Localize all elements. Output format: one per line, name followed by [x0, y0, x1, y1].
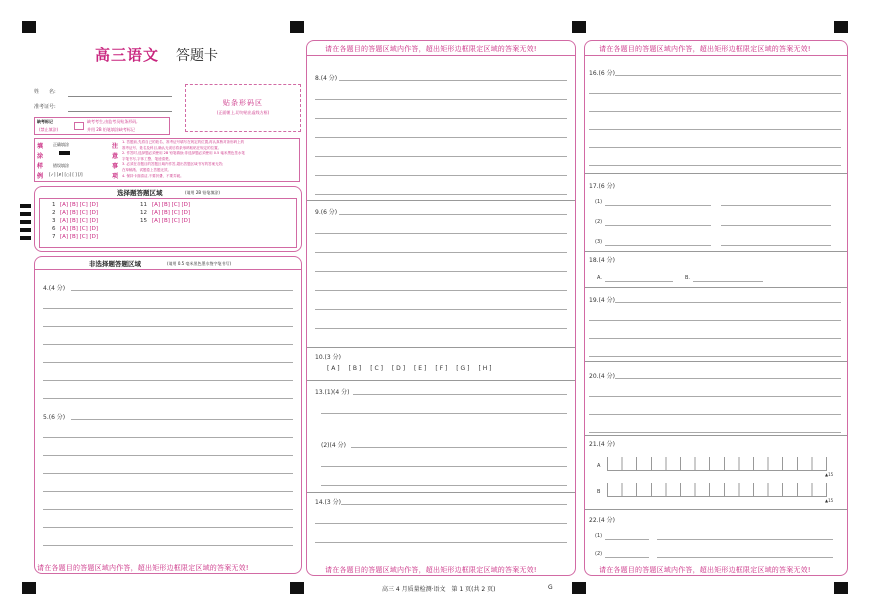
option-d[interactable]: [ D ]	[391, 365, 406, 372]
registration-mark	[572, 582, 586, 594]
answer-line[interactable]	[589, 93, 841, 94]
answer-line[interactable]	[589, 414, 841, 415]
registration-mark	[290, 21, 304, 33]
answer-line[interactable]	[321, 413, 567, 414]
answer-line[interactable]	[43, 326, 293, 327]
answer-line[interactable]	[589, 129, 841, 130]
option-f[interactable]: [ F ]	[435, 365, 448, 372]
answer-line[interactable]	[351, 447, 567, 448]
question-20-label: 20.(4 分)	[589, 373, 615, 380]
answer-line[interactable]	[315, 523, 567, 524]
notes-right-1: 注	[112, 143, 119, 150]
choice-number: 6	[52, 226, 56, 232]
fill-guide-box	[34, 138, 300, 182]
option-c[interactable]: [ C ]	[370, 365, 383, 372]
q18-b-label: B.	[685, 275, 691, 281]
note-line: 在草稿纸、试题卷上答题无效。	[122, 167, 171, 172]
answer-line[interactable]	[315, 252, 567, 253]
choice-number: 7	[52, 234, 56, 240]
answer-line[interactable]	[43, 344, 293, 345]
timing-mark	[20, 228, 31, 232]
q18-a-label: A.	[597, 275, 602, 281]
name-label: 姓 名:	[34, 89, 56, 95]
notes-right-4: 项	[112, 173, 119, 180]
answer-line[interactable]	[43, 527, 293, 528]
page-title: 高三语文	[95, 46, 160, 64]
absent-text-1: 缺考考生,由监考员贴条形码,	[87, 119, 138, 124]
notes-right-2: 意	[112, 153, 119, 160]
option-h[interactable]: [ H ]	[478, 365, 492, 372]
answer-panel-middle	[306, 40, 576, 576]
correct-fill-example	[59, 151, 70, 155]
choice-options[interactable]: [A] [B] [C] [D]	[60, 234, 99, 240]
answer-line[interactable]	[315, 328, 567, 329]
answer-line[interactable]	[71, 419, 293, 420]
question-8-label: 8.(4 分)	[315, 75, 338, 82]
footer-code: G	[548, 584, 553, 591]
answer-panel-left	[34, 256, 302, 574]
absent-text-2: 并用 2B 铅笔填涂缺考标记	[87, 127, 135, 132]
q17-item: (1)	[595, 199, 603, 205]
answer-line[interactable]	[315, 99, 567, 100]
page-footer: 高三 4 月质量检测·语文 第 1 页(共 2 页)	[382, 586, 496, 593]
divider	[585, 361, 847, 362]
choice-options[interactable]: [A] [B] [C] [D]	[60, 226, 99, 232]
nonchoice-note: (请用 0.5 毫米黑色墨水签字笔书写)	[167, 261, 232, 266]
divider	[35, 269, 301, 270]
question-9-label: 9.(6 分)	[315, 209, 338, 216]
boundary-warning: 请在各题目的答题区域内作答，超出矩形边框限定区域的答案无效!	[325, 566, 537, 574]
registration-mark	[22, 21, 36, 33]
answer-line[interactable]	[315, 118, 567, 119]
q22-item: (1)	[595, 533, 603, 539]
choice-region	[34, 186, 302, 252]
question-14-label: 14.(3 分)	[315, 499, 341, 506]
exam-no-field[interactable]	[68, 111, 172, 112]
registration-mark	[22, 582, 36, 594]
answer-line[interactable]	[43, 473, 293, 474]
divider	[585, 173, 847, 174]
answer-line[interactable]	[589, 356, 841, 357]
question-5-label: 5.(6 分)	[43, 414, 66, 421]
boundary-warning: 请在各题目的答题区域内作答，超出矩形边框限定区域的答案无效!	[599, 566, 811, 574]
registration-mark	[572, 21, 586, 33]
note-line: 1. 答题前,先将自己的姓名、准考证号填写在规定的位置,再认真核对条形码上的	[122, 140, 245, 144]
fill-guide-left-3: 样	[37, 163, 44, 170]
answer-line[interactable]	[315, 233, 567, 234]
answer-line[interactable]	[605, 557, 649, 558]
answer-line[interactable]	[353, 394, 567, 395]
answer-line[interactable]	[339, 214, 567, 215]
choice-note: (请用 2B 铅笔填涂)	[185, 190, 220, 195]
choice-number: 11	[140, 202, 147, 208]
note-line: 2. 作答时,选择题必须使用 2B 铅笔填涂;非选择题必须使用 0.5 毫米黑色签水笔	[122, 151, 245, 156]
answer-line[interactable]	[721, 225, 831, 226]
choice-title: 选择题答题区域	[117, 189, 163, 197]
answer-line[interactable]	[605, 539, 649, 540]
exam-no-label: 准考证号:	[34, 104, 56, 110]
choice-options[interactable]: [A] [B] [C] [D]	[60, 210, 99, 216]
answer-line[interactable]	[605, 205, 711, 206]
answer-line[interactable]	[615, 302, 841, 303]
divider	[585, 509, 847, 510]
divider	[585, 287, 847, 288]
answer-line[interactable]	[43, 491, 293, 492]
answer-line[interactable]	[589, 396, 841, 397]
answer-line[interactable]	[589, 432, 841, 433]
answer-line[interactable]	[693, 281, 763, 282]
answer-line[interactable]	[339, 80, 567, 81]
choice-options[interactable]: [A] [B] [C] [D]	[152, 202, 191, 208]
question-22-label: 22.(4 分)	[589, 517, 615, 524]
answer-line[interactable]	[315, 156, 567, 157]
answer-line[interactable]	[315, 309, 567, 310]
question-13-label: 13.(1)(4 分)	[315, 389, 350, 396]
answer-line[interactable]	[589, 320, 841, 321]
absent-label: 缺考标记	[37, 119, 53, 124]
q17-item: (3)	[595, 239, 603, 245]
divider	[307, 347, 575, 348]
choice-answer-box	[39, 198, 297, 248]
fill-guide-left-1: 填	[37, 143, 44, 150]
barcode-note: (正面朝上,切勿贴出虚线方框)	[216, 110, 270, 115]
q21-b-grid[interactable]	[607, 483, 827, 497]
q21-a-grid[interactable]	[607, 457, 827, 471]
note-line: 字笔书写,字体工整、笔迹清楚。	[122, 156, 173, 161]
q22-item: (2)	[595, 551, 603, 557]
choice-options[interactable]: [A] [B] [C] [D]	[152, 210, 191, 216]
divider	[585, 55, 847, 56]
divider	[585, 251, 847, 252]
name-field[interactable]	[68, 96, 172, 97]
notes-list	[122, 140, 298, 179]
answer-line[interactable]	[315, 137, 567, 138]
absent-note: (禁止填涂)	[39, 127, 59, 132]
q21-a-count: ▲15	[825, 472, 834, 477]
divider	[307, 55, 575, 56]
page-subtitle: 答题卡	[176, 48, 218, 64]
q21-b-count: ▲15	[825, 498, 834, 503]
question-13-2-label: (2)(4 分)	[321, 442, 346, 449]
choice-options[interactable]: [A] [B] [C] [D]	[60, 202, 99, 208]
answer-line[interactable]	[71, 290, 293, 291]
barcode-title: 贴条形码区	[223, 99, 263, 107]
registration-mark	[834, 582, 848, 594]
answer-line[interactable]	[615, 378, 841, 379]
question-18-label: 18.(4 分)	[589, 257, 615, 264]
fill-guide-left-2: 涂	[37, 153, 44, 160]
choice-number: 15	[140, 218, 147, 224]
answer-line[interactable]	[315, 271, 567, 272]
answer-line[interactable]	[721, 205, 831, 206]
wrong-fill-label: 错误填涂	[53, 163, 69, 168]
answer-line[interactable]	[657, 557, 833, 558]
divider	[307, 380, 575, 381]
choice-number: 2	[52, 210, 56, 216]
question-21-label: 21.(4 分)	[589, 441, 615, 448]
answer-line[interactable]	[721, 245, 831, 246]
answer-line[interactable]	[605, 281, 673, 282]
answer-line[interactable]	[315, 290, 567, 291]
divider	[307, 492, 575, 493]
note-line: 4. 保持卡面清洁,不要折叠、不要弄破。	[122, 173, 184, 178]
answer-line[interactable]	[43, 308, 293, 309]
choice-options[interactable]: [A] [B] [C] [D]	[60, 218, 99, 224]
fill-guide-left-4: 例	[37, 173, 44, 180]
timing-mark	[20, 204, 31, 208]
timing-mark	[20, 236, 31, 240]
nonchoice-title: 非选择题答题区域	[89, 260, 141, 268]
answer-line[interactable]	[605, 245, 711, 246]
question-10-label: 10.(3 分)	[315, 354, 341, 361]
q21-a-label: A	[597, 463, 601, 469]
boundary-warning: 请在各题目的答题区域内作答，超出矩形边框限定区域的答案无效!	[599, 45, 811, 53]
answer-line[interactable]	[43, 455, 293, 456]
note-line: 3. 必须在各题目的答题区域内作答,超出答题区域书写的答案无效;	[122, 162, 224, 167]
choice-number: 3	[52, 218, 56, 224]
note-line: 准考证号、姓名及科目,确认无误后将条形码粘贴在规定的位置。	[122, 145, 222, 150]
answer-line[interactable]	[589, 165, 841, 166]
boundary-warning: 请在各题目的答题区域内作答，超出矩形边框限定区域的答案无效!	[325, 45, 537, 53]
choice-options[interactable]: [A] [B] [C] [D]	[152, 218, 191, 224]
answer-line[interactable]	[43, 545, 293, 546]
divider	[307, 200, 575, 201]
answer-line[interactable]	[315, 175, 567, 176]
option-e[interactable]: [ E ]	[414, 365, 427, 372]
notes-right-3: 事	[112, 163, 119, 170]
question-19-label: 19.(4 分)	[589, 297, 615, 304]
answer-line[interactable]	[43, 362, 293, 363]
divider	[585, 435, 847, 436]
registration-mark	[834, 21, 848, 33]
question-10-options	[327, 365, 491, 372]
choice-number: 1	[52, 202, 56, 208]
option-a[interactable]: [ A ]	[327, 365, 340, 372]
answer-panel-right	[584, 40, 848, 576]
answer-line[interactable]	[43, 437, 293, 438]
registration-mark	[290, 582, 304, 594]
answer-line[interactable]	[341, 504, 567, 505]
answer-line[interactable]	[605, 225, 711, 226]
wrong-fill-examples: [✓] [✗] [○] [ ] [/]	[49, 172, 83, 177]
answer-line[interactable]	[315, 194, 567, 195]
answer-line[interactable]	[321, 466, 567, 467]
answer-line[interactable]	[657, 539, 833, 540]
answer-line[interactable]	[43, 398, 293, 399]
answer-line[interactable]	[321, 485, 567, 486]
question-4-label: 4.(4 分)	[43, 285, 66, 292]
barcode-area	[185, 84, 301, 132]
boundary-warning: 请在各题目的答题区域内作答，超出矩形边框限定区域的答案无效!	[37, 564, 249, 572]
question-17-label: 17.(6 分)	[589, 183, 615, 190]
absent-checkbox[interactable]	[74, 122, 84, 130]
option-g[interactable]: [ G ]	[456, 365, 470, 372]
q21-b-label: B	[597, 489, 601, 495]
answer-line[interactable]	[589, 111, 841, 112]
answer-line[interactable]	[315, 542, 567, 543]
answer-line[interactable]	[589, 338, 841, 339]
option-b[interactable]: [ B ]	[348, 365, 362, 372]
timing-mark	[20, 212, 31, 216]
choice-number: 12	[140, 210, 147, 216]
answer-line[interactable]	[615, 75, 841, 76]
absent-box	[34, 117, 170, 135]
answer-line[interactable]	[43, 380, 293, 381]
answer-line[interactable]	[589, 147, 841, 148]
question-16-label: 16.(6 分)	[589, 70, 615, 77]
q17-item: (2)	[595, 219, 603, 225]
correct-fill-label: 正确填涂	[53, 142, 69, 147]
timing-mark	[20, 220, 31, 224]
answer-line[interactable]	[43, 509, 293, 510]
